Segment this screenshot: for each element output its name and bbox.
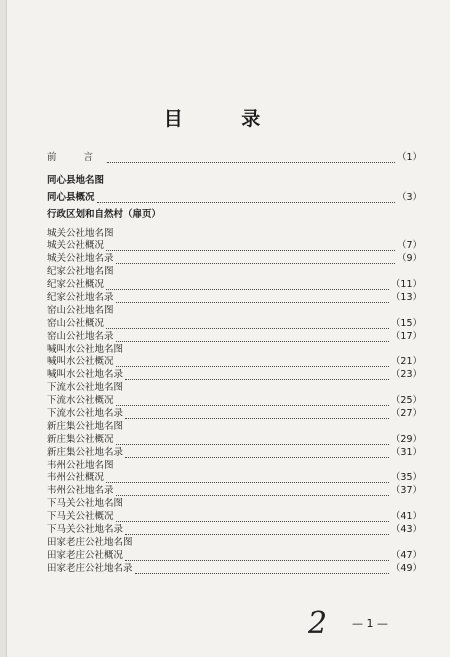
toc-entry-label: 下流水公社地名录	[47, 408, 124, 420]
toc-entry[interactable]	[47, 266, 422, 279]
toc-entry[interactable]	[47, 524, 422, 537]
toc-entry-label: 新庄集公社地名录	[47, 446, 124, 458]
toc-entry-page: （27）	[390, 408, 422, 420]
dot-leader	[106, 250, 395, 251]
toc-entry-label: 新庄集公社概况	[47, 433, 114, 445]
dot-leader	[125, 379, 389, 380]
toc-entry-page: （43）	[390, 524, 422, 536]
dot-leader	[125, 534, 389, 535]
toc-entry-label: 窑山公社概况	[47, 317, 105, 329]
toc-entry-label: 窑山公社地名图	[47, 304, 114, 316]
toc-entry-label: 下马关公社地名图	[47, 498, 124, 510]
toc-entry-page: （9）	[396, 253, 422, 265]
toc-entry[interactable]	[47, 550, 422, 563]
toc-entry[interactable]	[47, 331, 422, 344]
toc-entry[interactable]	[47, 318, 422, 331]
toc-entry-page: （21）	[390, 356, 422, 368]
dot-leader	[125, 457, 389, 458]
toc-entry-label: 纪家公社地名图	[47, 266, 114, 278]
toc-entry-page: （7）	[396, 240, 422, 252]
toc-entry[interactable]	[47, 498, 422, 511]
toc-entry-label: 韦州公社地名图	[47, 459, 114, 471]
dot-leader	[116, 302, 389, 303]
dot-leader	[106, 328, 389, 329]
toc-entry[interactable]	[47, 305, 422, 318]
toc-entry[interactable]	[47, 434, 422, 447]
toc-entry[interactable]	[47, 421, 422, 434]
toc-entry-label: 纪家公社概况	[47, 279, 105, 291]
dot-leader	[106, 289, 389, 290]
toc-entry-page: （23）	[390, 369, 422, 381]
toc-section-heading[interactable]	[47, 175, 422, 188]
toc-entry-label: 喊叫水公社地名录	[47, 369, 124, 381]
toc-entry-label: 田家老庄公社概况	[47, 549, 124, 561]
dot-leader	[116, 444, 389, 445]
dot-leader	[97, 202, 395, 203]
dot-leader	[116, 366, 389, 367]
toc-entry[interactable]	[47, 447, 422, 460]
toc-entry-label: 前 言	[47, 151, 106, 163]
toc-entry[interactable]	[47, 408, 422, 421]
toc-entry-label: 同心县概况	[47, 191, 95, 203]
toc-entry-label: 下马关公社概况	[47, 511, 114, 523]
toc-entry-label: 行政区划和自然村（扉页）	[47, 208, 162, 220]
toc-entry-page: （15）	[390, 317, 422, 329]
dot-leader	[116, 495, 389, 496]
toc-entry-label: 城关公社概况	[47, 240, 105, 252]
toc-entry[interactable]	[47, 382, 422, 395]
toc-entry[interactable]	[47, 192, 422, 205]
toc-entry[interactable]	[47, 228, 422, 241]
toc-entry[interactable]	[47, 460, 422, 473]
dot-leader	[116, 521, 389, 522]
toc-entry[interactable]	[47, 472, 422, 485]
toc-entry[interactable]	[47, 537, 422, 550]
toc-entry-label: 喊叫水公社概况	[47, 356, 114, 368]
toc-entry[interactable]	[47, 485, 422, 498]
toc-entry-page: （37）	[390, 485, 422, 497]
toc-entry[interactable]	[47, 344, 422, 357]
toc-entry-label: 韦州公社概况	[47, 472, 105, 484]
toc-entry-page: （11）	[390, 279, 422, 291]
dot-leader	[116, 341, 389, 342]
page-title: 目 录	[163, 108, 287, 130]
dot-leader	[106, 482, 389, 483]
toc-entry[interactable]	[47, 279, 422, 292]
toc-entry-page: （1）	[396, 151, 422, 163]
table-of-contents	[47, 152, 422, 576]
toc-section-heading[interactable]	[47, 209, 422, 222]
toc-entry-page: （17）	[390, 330, 422, 342]
toc-entry[interactable]	[47, 395, 422, 408]
toc-entry-label: 下马关公社地名录	[47, 524, 124, 536]
toc-entry-label: 纪家公社地名录	[47, 292, 114, 303]
toc-entry[interactable]	[47, 563, 422, 576]
scan-edge	[0, 0, 7, 657]
toc-entry[interactable]	[47, 356, 422, 369]
toc-entry-label: 韦州公社地名录	[47, 485, 114, 497]
dot-leader	[125, 560, 389, 561]
toc-entry-label: 田家老庄公社地名录	[47, 562, 133, 574]
toc-entry-label: 田家老庄公社地名图	[47, 536, 133, 548]
toc-entry-page: （3）	[396, 191, 422, 203]
toc-entry-page: （41）	[390, 511, 422, 523]
toc-entry-page: （47）	[390, 549, 422, 561]
toc-entry[interactable]	[47, 240, 422, 253]
toc-entry-label: 下流水公社概况	[47, 395, 114, 407]
toc-entry[interactable]	[47, 511, 422, 524]
toc-entry-label: 城关公社地名图	[47, 227, 114, 239]
toc-entry[interactable]	[47, 369, 422, 382]
toc-entry-page: （35）	[390, 472, 422, 484]
dot-leader	[116, 405, 389, 406]
toc-entry-label: 城关公社地名录	[47, 253, 114, 265]
toc-entry-label: 新庄集公社地名图	[47, 420, 124, 432]
dot-leader	[107, 162, 395, 163]
toc-entry-label: 喊叫水公社地名图	[47, 343, 124, 355]
page-number: — 1 —	[352, 617, 388, 630]
toc-entry-page: （13）	[390, 292, 422, 303]
toc-entry-page: （31）	[390, 446, 422, 458]
toc-entry[interactable]	[47, 292, 422, 305]
toc-entry-label: 下流水公社地名图	[47, 382, 124, 394]
toc-entry-label: 同心县地名图	[47, 174, 105, 186]
toc-entry-label: 窑山公社地名录	[47, 330, 114, 342]
handwritten-mark: 2	[308, 606, 328, 641]
dot-leader	[116, 263, 395, 264]
toc-entry-page: （25）	[390, 395, 422, 407]
toc-entry-page: （49）	[390, 562, 422, 574]
toc-entry-preface[interactable]	[47, 152, 422, 165]
dot-leader	[135, 573, 389, 574]
toc-entry-page: （29）	[390, 433, 422, 445]
toc-entry[interactable]	[47, 253, 422, 266]
dot-leader	[125, 418, 389, 419]
